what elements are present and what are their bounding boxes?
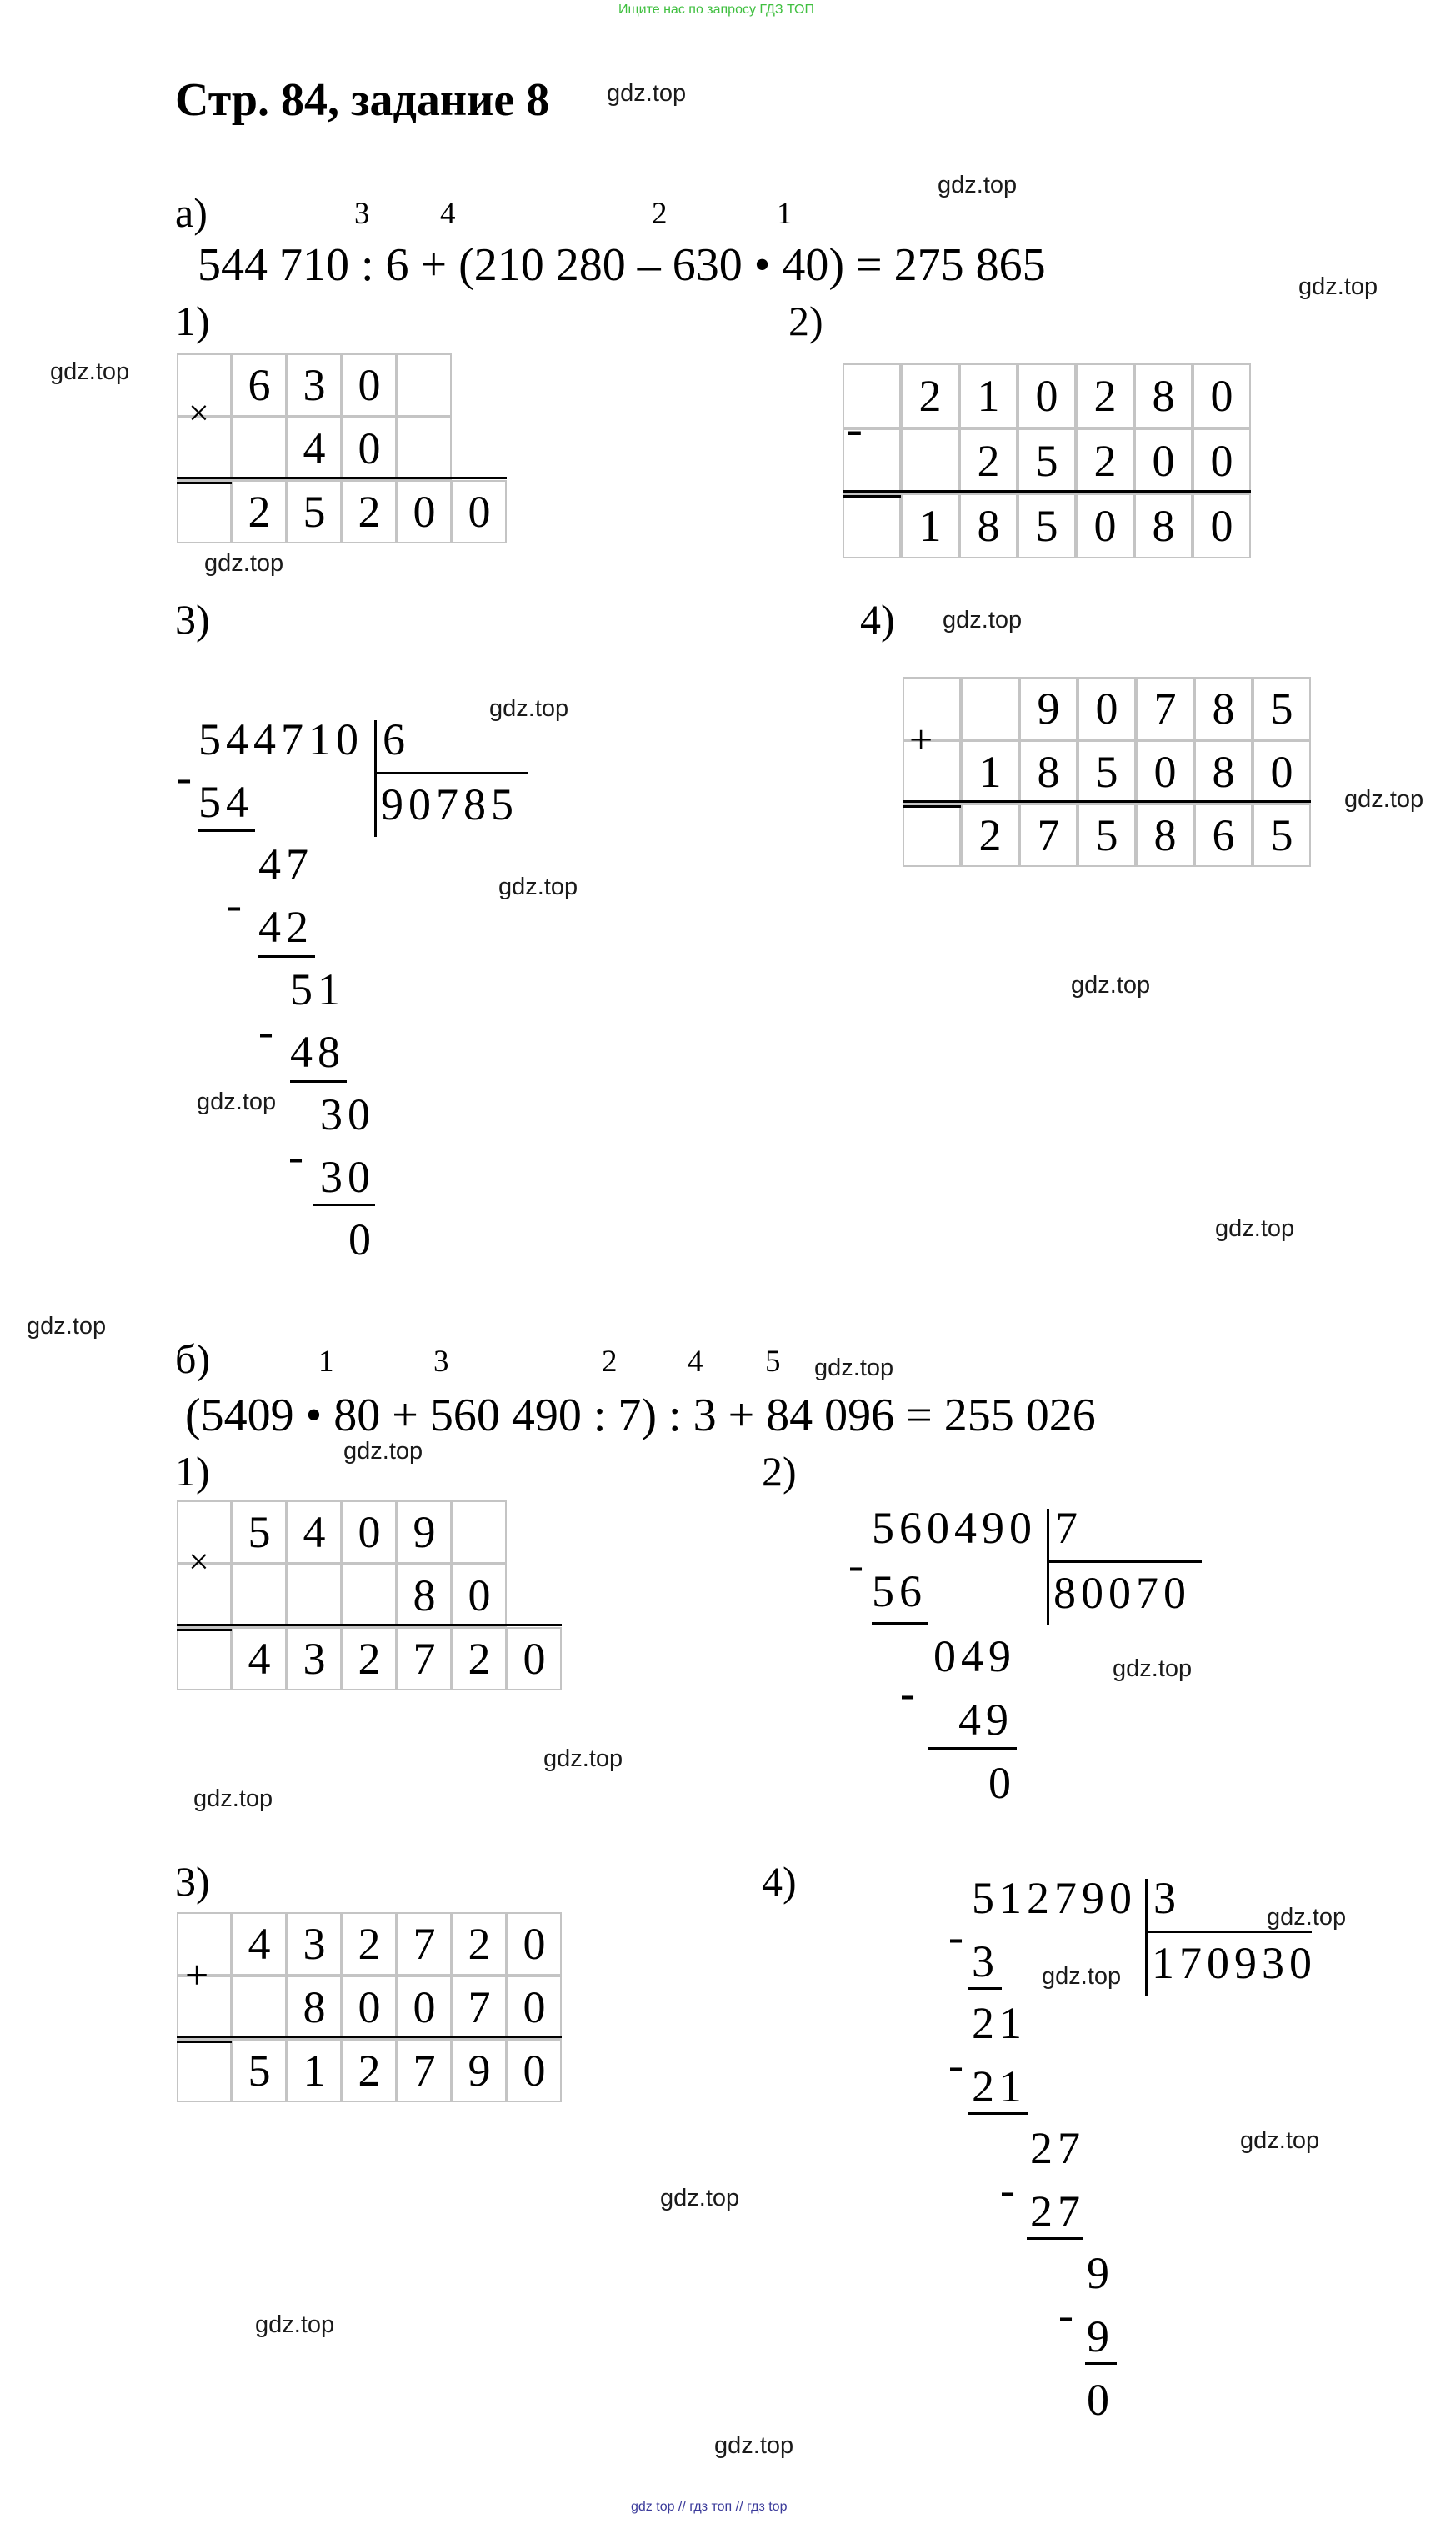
- division-step: 0: [988, 1758, 1016, 1808]
- operator-sign: -: [846, 401, 863, 456]
- result-line: [177, 477, 507, 479]
- grid-cell: 0: [507, 1976, 562, 2039]
- grid-cell: 6: [232, 353, 287, 417]
- header-note: Ищите нас по запросу ГДЗ ТОП: [618, 3, 814, 17]
- subtraction-line: [968, 1987, 1002, 1990]
- grid-cell: 0: [397, 1976, 452, 2039]
- division-step: 54: [198, 777, 253, 827]
- watermark: gdz.top: [255, 2311, 335, 2338]
- order-mark: 1: [777, 197, 793, 231]
- grid-cell: 5: [232, 2039, 287, 2102]
- order-mark: 2: [602, 1345, 618, 1379]
- grid-cell: 4: [232, 1912, 287, 1976]
- grid-cell: 2: [1076, 363, 1134, 428]
- division-step: 0: [348, 1214, 376, 1265]
- watermark: gdz.top: [50, 358, 130, 385]
- minus-sign: -: [258, 1006, 273, 1056]
- minus-sign: -: [900, 1668, 915, 1718]
- grid-cell: 8: [1194, 740, 1253, 804]
- grid-cell: 8: [1134, 363, 1193, 428]
- grid-cell: [232, 1976, 287, 2039]
- grid-cell: [232, 1564, 287, 1627]
- watermark: gdz.top: [814, 1355, 894, 1381]
- watermark: gdz.top: [193, 1785, 273, 1812]
- watermark: gdz.top: [489, 695, 569, 722]
- division-step: 049: [933, 1631, 1016, 1681]
- grid-cell: 6: [1194, 804, 1253, 867]
- grid-cell: 2: [452, 1912, 507, 1976]
- division-step: 47: [258, 839, 313, 889]
- minus-sign: -: [1000, 2165, 1015, 2215]
- subtraction-line: [258, 955, 315, 958]
- division-bar: [374, 720, 377, 837]
- order-mark: 5: [765, 1345, 781, 1379]
- grid-cell: [177, 2039, 232, 2102]
- grid-cell: 2: [452, 1627, 507, 1690]
- grid-cell: 5: [232, 1500, 287, 1564]
- part-label-b: б): [175, 1335, 211, 1382]
- grid-cell: 5: [1018, 493, 1076, 558]
- step-label: 1): [175, 298, 210, 344]
- watermark: gdz.top: [1215, 1215, 1295, 1242]
- subtraction-line: [928, 1747, 1017, 1750]
- division-step: 21: [972, 1998, 1027, 2048]
- grid-cell: 7: [452, 1976, 507, 2039]
- subtraction-line: [290, 1080, 347, 1083]
- watermark: gdz.top: [197, 1089, 277, 1115]
- grid-cell: 5: [1018, 428, 1076, 493]
- watermark: gdz.top: [1042, 1963, 1122, 1990]
- subtraction-line: [1027, 2237, 1083, 2240]
- grid-cell: 1: [961, 740, 1019, 804]
- grid-cell: 8: [397, 1564, 452, 1627]
- grid-cell: 0: [397, 480, 452, 543]
- grid-cell: 2: [959, 428, 1018, 493]
- grid-cell: 0: [1193, 428, 1251, 493]
- grid-cell: 1: [287, 2039, 342, 2102]
- grid-cell: 0: [1253, 740, 1311, 804]
- division-step: 21: [972, 2061, 1027, 2111]
- quotient: 90785: [381, 779, 518, 829]
- grid-cell: 2: [342, 480, 397, 543]
- footer-note: gdz top // гдз топ // гдз top: [631, 2500, 788, 2514]
- grid-cell: 3: [287, 353, 342, 417]
- grid-cell: 8: [1134, 493, 1193, 558]
- expression-a: 544 710 : 6 + (210 280 – 630 • 40) = 275 865: [198, 239, 1046, 291]
- grid-cell: [901, 428, 959, 493]
- step-label: 1): [175, 1448, 210, 1495]
- result-line: [177, 2041, 232, 2043]
- grid-cell: [232, 417, 287, 480]
- grid-cell: 7: [397, 1912, 452, 1976]
- grid-cell: 5: [1253, 677, 1311, 740]
- grid-cell: 7: [397, 1627, 452, 1690]
- watermark: gdz.top: [1240, 2127, 1320, 2154]
- watermark: gdz.top: [1113, 1655, 1193, 1682]
- grid-cell: [452, 1500, 507, 1564]
- part-label-a: а): [175, 189, 208, 236]
- division-step: 27: [1030, 2123, 1085, 2173]
- order-mark: 4: [440, 197, 456, 231]
- division-step: 9: [1087, 2248, 1114, 2298]
- grid-cell: 0: [1193, 493, 1251, 558]
- subtraction-line: [313, 1204, 375, 1206]
- watermark: gdz.top: [343, 1438, 423, 1465]
- step-label: 4): [762, 1858, 797, 1905]
- step-label: 4): [860, 596, 895, 643]
- grid-cell: 8: [1194, 677, 1253, 740]
- minus-sign: -: [848, 1540, 863, 1590]
- grid-cell: 5: [1078, 804, 1136, 867]
- division-step: 27: [1030, 2186, 1085, 2236]
- result-line: [903, 805, 961, 808]
- grid-cell: 4: [287, 417, 342, 480]
- operator-sign: +: [185, 1951, 209, 1998]
- grid-cell: [397, 417, 452, 480]
- step-label: 3): [175, 1858, 210, 1905]
- grid-cell: 0: [452, 480, 507, 543]
- watermark: gdz.top: [1267, 1904, 1347, 1931]
- step-label: 3): [175, 596, 210, 643]
- division-step: 3: [972, 1936, 999, 1986]
- grid-cell: [177, 1627, 232, 1690]
- divisor: 7: [1055, 1503, 1083, 1553]
- division-step: 49: [958, 1695, 1013, 1745]
- dividend: 512790: [972, 1873, 1137, 1923]
- grid-cell: 2: [232, 480, 287, 543]
- minus-sign: -: [288, 1131, 303, 1181]
- watermark: gdz.top: [607, 80, 687, 107]
- watermark: gdz.top: [543, 1745, 623, 1772]
- grid-cell: 1: [959, 363, 1018, 428]
- quotient-line: [1145, 1931, 1312, 1933]
- grid-cell: 2: [342, 1912, 397, 1976]
- subtraction-line: [1085, 2362, 1117, 2365]
- quotient: 170930: [1152, 1938, 1317, 1988]
- division-step: 9: [1087, 2311, 1114, 2361]
- grid-cell: 0: [1076, 493, 1134, 558]
- grid-cell: 4: [287, 1500, 342, 1564]
- division-step: 56: [872, 1566, 927, 1616]
- result-line: [177, 2036, 562, 2038]
- grid-cell: 8: [1019, 740, 1078, 804]
- grid-cell: 0: [452, 1564, 507, 1627]
- minus-sign: -: [948, 1911, 963, 1961]
- quotient-line: [374, 772, 528, 774]
- grid-cell: 9: [1019, 677, 1078, 740]
- page-title: Стр. 84, задание 8: [175, 74, 550, 126]
- order-mark: 1: [318, 1345, 334, 1379]
- grid-cell: 0: [507, 2039, 562, 2102]
- grid-cell: [342, 1564, 397, 1627]
- minus-sign: -: [1058, 2290, 1073, 2340]
- operator-sign: +: [909, 716, 933, 763]
- minus-sign: -: [177, 752, 192, 802]
- grid-cell: 8: [959, 493, 1018, 558]
- quotient-line: [1047, 1560, 1202, 1563]
- order-mark: 2: [652, 197, 668, 231]
- watermark: gdz.top: [938, 172, 1018, 198]
- grid-cell: [961, 677, 1019, 740]
- order-mark: 3: [354, 197, 370, 231]
- grid-cell: [903, 804, 961, 867]
- grid-cell: 0: [1136, 740, 1194, 804]
- dividend: 560490: [872, 1503, 1037, 1553]
- order-mark: 4: [688, 1345, 703, 1379]
- grid-cell: 5: [287, 480, 342, 543]
- subtraction-line: [968, 2112, 1028, 2115]
- result-line: [177, 1624, 562, 1626]
- grid-cell: 3: [287, 1627, 342, 1690]
- watermark: gdz.top: [204, 550, 284, 577]
- dividend: 544710: [198, 714, 363, 764]
- grid-cell: [287, 1564, 342, 1627]
- watermark: gdz.top: [943, 607, 1023, 634]
- grid-cell: [177, 480, 232, 543]
- division-step: 42: [258, 902, 313, 952]
- grid-cell: 8: [1136, 804, 1194, 867]
- watermark: gdz.top: [1071, 972, 1151, 999]
- watermark: gdz.top: [714, 2432, 794, 2459]
- division-step: 0: [1087, 2375, 1114, 2425]
- division-step: 51: [290, 964, 345, 1014]
- watermark: gdz.top: [1298, 273, 1378, 300]
- subtraction-line: [872, 1622, 928, 1625]
- step-label: 2): [762, 1448, 797, 1495]
- grid-cell: 5: [1253, 804, 1311, 867]
- watermark: gdz.top: [498, 874, 578, 900]
- division-step: 48: [290, 1027, 345, 1077]
- minus-sign: -: [227, 879, 242, 929]
- watermark: gdz.top: [27, 1313, 107, 1340]
- grid-cell: 7: [1136, 677, 1194, 740]
- minus-sign: -: [948, 2040, 963, 2090]
- expression-b: (5409 • 80 + 560 490 : 7) : 3 + 84 096 = 255 026: [185, 1390, 1096, 1441]
- grid-cell: 0: [1018, 363, 1076, 428]
- grid-cell: 2: [342, 1627, 397, 1690]
- subtraction-line: [198, 829, 255, 832]
- result-line: [903, 800, 1311, 803]
- grid-cell: 9: [452, 2039, 507, 2102]
- grid-cell: 0: [342, 353, 397, 417]
- grid-cell: 9: [397, 1500, 452, 1564]
- grid-cell: 7: [397, 2039, 452, 2102]
- grid-cell: [843, 493, 901, 558]
- grid-cell: 8: [287, 1976, 342, 2039]
- grid-cell: [397, 353, 452, 417]
- grid-cell: 0: [1134, 428, 1193, 493]
- watermark: gdz.top: [1344, 786, 1424, 813]
- result-line: [177, 1629, 232, 1631]
- division-bar: [1047, 1509, 1049, 1625]
- grid-cell: 2: [342, 2039, 397, 2102]
- grid-cell: 7: [1019, 804, 1078, 867]
- grid-cell: 0: [507, 1912, 562, 1976]
- grid-cell: 0: [1078, 677, 1136, 740]
- division-step: 30: [320, 1152, 375, 1202]
- grid-cell: 3: [287, 1912, 342, 1976]
- operator-sign: ×: [188, 1541, 209, 1582]
- divisor: 6: [383, 714, 410, 764]
- grid-cell: 4: [232, 1627, 287, 1690]
- grid-cell: 0: [507, 1627, 562, 1690]
- result-line: [843, 495, 901, 498]
- grid-cell: 0: [342, 1976, 397, 2039]
- result-line: [843, 490, 1251, 493]
- step-label: 2): [788, 298, 823, 344]
- quotient: 80070: [1053, 1568, 1191, 1618]
- grid-cell: 5: [1078, 740, 1136, 804]
- grid-cell: 0: [342, 1500, 397, 1564]
- division-bar: [1145, 1879, 1148, 1996]
- order-mark: 3: [433, 1345, 449, 1379]
- grid-cell: 0: [1193, 363, 1251, 428]
- grid-cell: 2: [901, 363, 959, 428]
- grid-cell: 1: [901, 493, 959, 558]
- divisor: 3: [1153, 1873, 1181, 1923]
- result-line: [177, 482, 232, 484]
- watermark: gdz.top: [660, 2185, 740, 2211]
- division-step: 30: [320, 1089, 375, 1139]
- grid-cell: 2: [961, 804, 1019, 867]
- grid-cell: 0: [342, 417, 397, 480]
- operator-sign: ×: [188, 393, 209, 433]
- grid-cell: 2: [1076, 428, 1134, 493]
